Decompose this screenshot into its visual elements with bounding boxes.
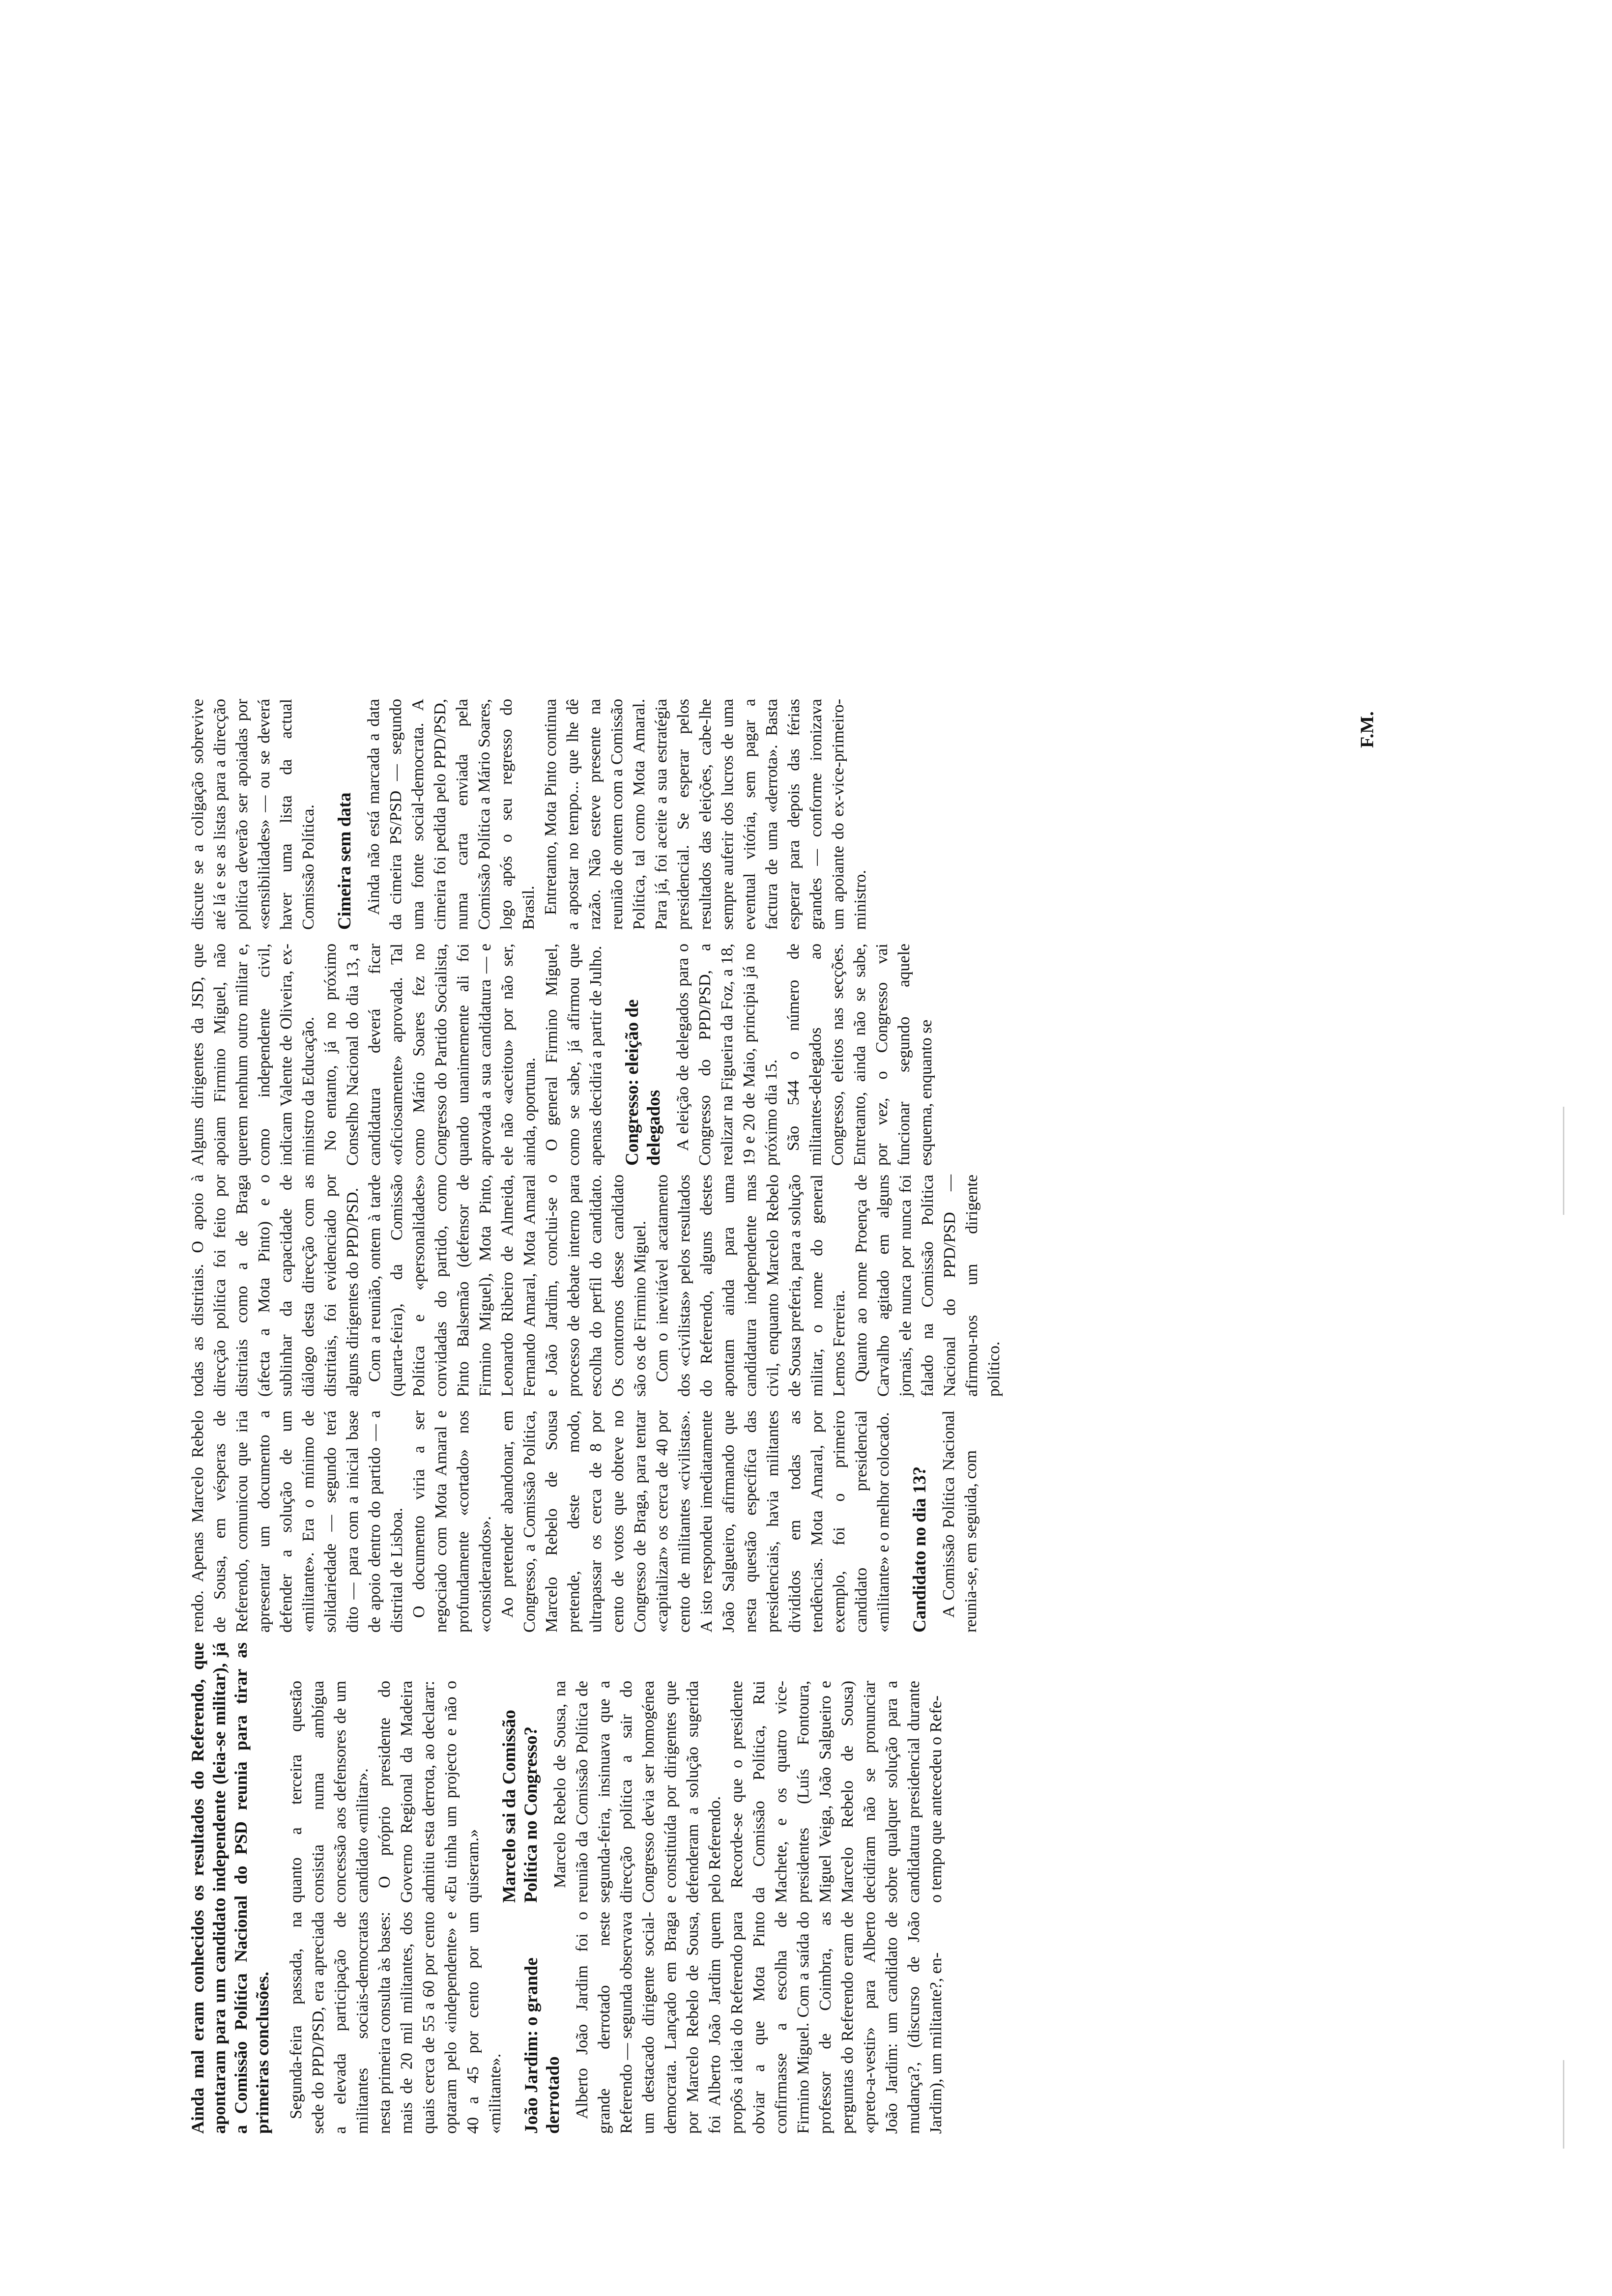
- col5-paragraph-3: O general Firmino Miguel, como se sabe, já afirmou que apenas decidirá a partir de Julho.: [543, 944, 605, 1166]
- column-4: [187, 1175, 1005, 1397]
- col2-heading: Marcelo sai da Comissão Política no Congresso?: [499, 1710, 541, 1903]
- col6-paragraph-1: discute se a coligação sobrevive até lá e se as listas para a direcção política deverão ser apoiadas por «sensibilidades» — ou se deverá haver uma lista da actual Comissão Política.: [189, 699, 317, 930]
- col6-heading: Cimeira sem data: [335, 792, 355, 930]
- col4-paragraph-4: Quanto ao nome Proença de Carvalho agitado em alguns jornais, ele nunca por nunca foi falado na Comissão Política Nacional do PPD/PSD — afirmou-nos um dirigente político.: [852, 1175, 1003, 1397]
- col4-paragraph-2: Com a reunião, ontem à tarde (quarta-feira), da Comissão Política e «personalidades» convidadas do partido, como Pinto Balsemão (defensor de Firmino Miguel), Mota Pinto, Leonardo Ribeiro de Almeida, Fernando Amaral, Mota Amaral e João Jardim, conclui-se o processo de debate interno para escolha do perfil do candidato. Os contornos desse candidato são os de Firmino Miguel.: [366, 1175, 649, 1397]
- scan-noise-mark: [1563, 2060, 1564, 2149]
- col3-paragraph-4: A Comissão Política Nacional reunia-se, em seguida, com: [940, 1410, 980, 1633]
- author-signature: F.M.: [1357, 711, 1378, 748]
- col3-heading: Candidato no dia 13?: [910, 1466, 930, 1633]
- column-3: [187, 1410, 982, 1633]
- col5-paragraph-2: No entanto, já no próximo Conselho Nacional do dia 13, a candidatura deverá ficar «oficiosamente» aprovada. Tal como Mário Soares fez no Congresso do Partido Socialista, quando unanimemente ali foi aprovada a sua candidatura — e ele não «aceitou» por não ser, ainda, oportuna.: [321, 944, 539, 1166]
- article-lede: Ainda mal eram conhecidos os resultados do Referendo, que apontaram para um candidato independente (leia-se militar), já a Comissão Política Nacional do PSD reunia para tirar as primeiras conclusões.: [188, 1642, 272, 2134]
- col4-paragraph-1: todas as distritais. O apoio à direcção política foi feito por distritais como a de Braga (afecta a Mota Pinto) e o sublinhar da capacidade de diálogo desta direcção com as distritais, foi evidenciado por alguns dirigentes do PPD/PSD.: [189, 1175, 362, 1397]
- col1-paragraph-2: Alberto João Jardim foi o grande derrotado neste Referendo — segunda observava um destacado dirigente social-democrata. Lançado em Braga por Marcelo Rebelo de Sousa, foi Alberto João Jardim quem propôs a ideia do Referendo para obviar a que Mota Pinto confirmasse a escolha de Firmino Miguel. Com a saída do professor de Coimbra, as perguntas do Referendo eram de «preto-a-vestir» para Alberto João Jardim: um candidato de mudança?, (discurso de João Jardim), um militante?, en-: [573, 1912, 945, 2134]
- column-2: [285, 1681, 947, 1903]
- col2-paragraph-4: Recorde-se que o presidente da Comissão Política, Rui Machete, e os quatro vice-presidentes (Luís Fontoura, Miguel Veiga, João Salgueiro e Marcelo Rebelo de Sousa) decidiram não se pronunciar sobre qualquer solução para a candidatura presidencial durante o tempo que antecedeu o Refe-: [728, 1681, 945, 1903]
- col5-paragraph-1: Alguns dirigentes da JSD, que apoiam Firmino Miguel, não querem nenhum outro militar e, como independente civil, indicam Valente de Oliveira, ex-ministro da Educação.: [189, 944, 317, 1166]
- col5-paragraph-5: São 544 o número de militantes-delegados ao Congresso, eleitos nas secções. Entretanto, ainda não se sabe, por vez, o Congresso vai funcionar segundo aquele esquema, enquanto se: [784, 944, 935, 1166]
- column-5: [187, 944, 937, 1166]
- col6-paragraph-3: Entretanto, Mota Pinto continua a apostar no tempo... que lhe dê razão. Não esteve presente na reunião de ontem com a Comissão Política, tal como Mota Amaral. Para já, foi aceite a sua estratégia presidencial. Se esperar pelos resultados das eleições, cabe-lhe sempre auferir dos lucros de uma eventual vitória, sem pagar a factura de uma «derrota». Basta esperar para depois das férias grandes — conforme ironizava um apoiante do ex-vice-primeiro-ministro.: [542, 699, 869, 930]
- col3-paragraph-2: O documento viria a ser negociado com Mota Amaral e profundamente «cortado» nos «considerandos».: [410, 1410, 494, 1633]
- column-1: [285, 1912, 947, 2134]
- col1-paragraph-1: Segunda-feira passada, na sede do PPD/PSD, era apreciada a elevada participação de militantes sociais-democratas nesta primeira consulta às bases: mais de 20 mil militantes, dos quais cerca de 55 a 60 por cento optaram pelo «independente» e 40 a 45 por cento por um «militante».: [287, 1912, 504, 2134]
- col2-paragraph-2: O próprio presidente do Governo Regional da Madeira admitiu esta derrota, ao declarar: «Eu tinha um projecto e não o quiseram.»: [375, 1681, 482, 1903]
- col5-paragraph-4: A eleição de delegados para o Congresso do PPD/PSD, a realizar na Figueira da Foz, a 18, 19 e 20 de Maio, principia já no próximo dia 15.: [674, 944, 780, 1166]
- col2-paragraph-1: quanto a terceira questão consistia numa ambígua concessão aos defensores de um candidato «militar».: [287, 1681, 372, 1903]
- col6-paragraph-2: Ainda não está marcada a data da cimeira PS/PSD — segundo uma fonte social-democrata. A cimeira foi pedida pelo PPD/PSD, numa carta enviada pela Comissão Política a Mário Soares, logo após o seu regresso do Brasil.: [365, 699, 538, 930]
- scan-noise-mark: [1563, 1107, 1564, 1215]
- column-6: [187, 699, 871, 930]
- col3-paragraph-3: Ao pretender abandonar, em Congresso, a Comissão Política, Marcelo Rebelo de Sousa pretende, deste modo, ultrapassar os cerca de 8 por cento de votos que obteve no Congresso de Braga, para tentar «capitalizar» os cerca de 40 por cento de militantes «civilistas». A isto respondeu imediatamente João Salgueiro, afirmando que nesta questão específica das presidenciais, havia militantes divididos em todas as tendências. Mota Amaral, por exemplo, foi o primeiro candidato presidencial «militante» e o melhor colocado.: [498, 1410, 892, 1633]
- col1-heading: João Jardim: o grande derrotado: [521, 1957, 563, 2134]
- col2-paragraph-3: Marcelo Rebelo de Sousa, na reunião da Comissão Política de segunda-feira, insinuava que a direcção política a sair do Congresso devia ser homogénea e constituída por dirigentes que defenderam a solução sugerida pelo Referendo.: [551, 1681, 724, 1903]
- col3-paragraph-1: rendo. Apenas Marcelo Rebelo de Sousa, em vésperas de Referendo, comunicou que iria apresentar um documento a defender a solução de um «militante». Era o mínimo de solidariedade — segundo terá dito — para com a inicial base de apoio dentro do partido — a distrital de Lisboa.: [189, 1410, 406, 1633]
- col4-paragraph-3: Com o inevitável acatamento dos «civilistas» pelos resultados do Referendo, alguns destes apontam ainda para uma candidatura independente mas civil, enquanto Marcelo Rebelo de Sousa preferia, para a solução militar, o nome do general Lemos Ferreira.: [653, 1175, 848, 1397]
- col5-heading: Congresso: eleição de delegados: [622, 999, 664, 1166]
